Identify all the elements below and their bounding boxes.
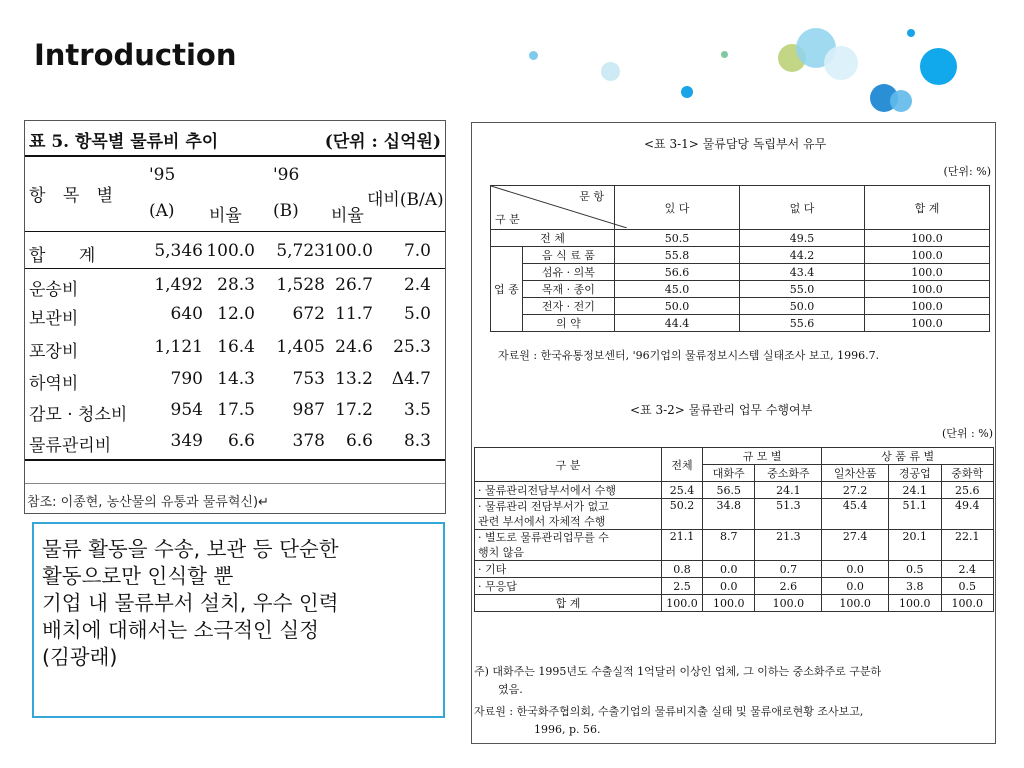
cell: 20.1 (889, 530, 941, 561)
cell: 34.8 (703, 499, 755, 530)
cell: 25.4 (662, 482, 703, 499)
table-row (475, 499, 994, 530)
summary-line: 기업 내 물류부서 설치, 우수 인력 (42, 591, 339, 615)
cell: 49.5 (740, 230, 865, 247)
col-header: 있 다 (615, 186, 740, 230)
cell: 100.0 (865, 247, 990, 264)
cell-a: 1,121 (154, 337, 203, 357)
cell: 2.6 (755, 578, 822, 595)
survey-tables-panel (471, 122, 996, 744)
decor-dot (920, 48, 957, 85)
cell: 49.4 (941, 499, 994, 530)
cell-r2: 26.7 (335, 275, 373, 295)
cell: 0.5 (941, 578, 994, 595)
row-label: 전자 · 전기 (522, 298, 614, 315)
col-group-header: 규 모 별 (703, 448, 822, 465)
row-label: 전 체 (491, 230, 615, 247)
cell: 100.0 (865, 298, 990, 315)
row-label: · 물류관리전담부서에서 수행 (475, 482, 662, 499)
row-label (475, 530, 662, 561)
cell: 0.5 (889, 561, 941, 578)
cell: 0.7 (755, 561, 822, 578)
cell: 27.2 (822, 482, 889, 499)
header-ratio1: 비율 (209, 206, 242, 226)
table-row (491, 264, 990, 281)
cell: 22.1 (941, 530, 994, 561)
cell-r2: 11.7 (335, 304, 373, 324)
cell-b: 672 (292, 304, 325, 324)
cell-label: 보관비 (29, 309, 79, 329)
cell-b: 5,723 (276, 241, 325, 261)
table-row (475, 530, 994, 561)
cell-r2: 6.6 (345, 431, 373, 451)
row-label-line: · 물류관리 전담부서가 없고 (478, 500, 609, 513)
row-label: · 무응답 (475, 578, 662, 595)
table-row (475, 482, 994, 499)
table32-source: 자료원 : 한국화주협의회, 수출기업의 물류비지출 실태 및 물류애로현황 조사보고, (474, 705, 864, 718)
cell-r2: 100.0 (324, 241, 373, 261)
cell: 0.0 (703, 561, 755, 578)
cell: 24.1 (889, 482, 941, 499)
cell-b: 987 (292, 400, 325, 420)
decor-dot (601, 62, 620, 81)
table32-unit: (단위 : %) (942, 427, 993, 440)
group-label: 업 종 (491, 247, 523, 332)
cell: 51.1 (889, 499, 941, 530)
header-item: 항 목 별 (29, 186, 120, 206)
cell-a: 5,346 (154, 241, 203, 261)
table-row (491, 247, 990, 264)
cell: 55.8 (615, 247, 740, 264)
cell-c: 8.3 (403, 431, 431, 451)
cell-label: 물류관리비 (29, 436, 112, 456)
cell: 2.5 (662, 578, 703, 595)
col-header: 경공업 (889, 465, 941, 482)
cell: 50.2 (662, 499, 703, 530)
cell-r2: 13.2 (335, 369, 373, 389)
cell-r1: 6.6 (227, 431, 255, 451)
header-ratio2: 비율 (331, 206, 364, 226)
col-group-header: 상 품 류 별 (822, 448, 994, 465)
table-row (491, 298, 990, 315)
cell-c: 7.0 (403, 241, 431, 261)
cell: 100.0 (865, 315, 990, 332)
table31-title: <표 3-1> 물류담당 독립부서 유무 (644, 137, 827, 151)
cell: 100.0 (662, 595, 703, 612)
table32-note: 주) 대화주는 1995년도 수출실적 1억달러 이상인 업체, 그 이하는 중소화주로 구분하 (474, 665, 882, 678)
row-label: 목재 · 종이 (522, 281, 614, 298)
row-label: 음 식 료 품 (522, 247, 614, 264)
diag-header-cell (491, 186, 615, 230)
row-label: 섬유 · 의복 (522, 264, 614, 281)
table-row (475, 578, 994, 595)
cost-table-panel (24, 120, 446, 514)
table-row (491, 281, 990, 298)
header-compare: 대비(B/A) (367, 190, 444, 210)
col-header: 중화학 (941, 465, 994, 482)
row-label: 의 약 (522, 315, 614, 332)
cell: 0.0 (822, 561, 889, 578)
header-y95: '95 (149, 165, 176, 185)
cell-label: 운송비 (29, 280, 79, 300)
table-rule (25, 268, 445, 269)
cell: 27.4 (822, 530, 889, 561)
table32-source-cont: 1996, p. 56. (534, 723, 601, 736)
col-header: 없 다 (740, 186, 865, 230)
table31-source: 자료원 : 한국유통정보센터, '96기업의 물류정보시스템 실태조사 보고, 1996.7. (498, 349, 880, 362)
header-a: (A) (149, 201, 175, 221)
cell-r1: 12.0 (217, 304, 255, 324)
summary-textbox (32, 522, 445, 718)
col-header: 구 분 (475, 448, 662, 482)
cell-a: 1,492 (154, 275, 203, 295)
cell: 21.3 (755, 530, 822, 561)
header-b: (B) (273, 201, 299, 221)
cell: 50.0 (615, 298, 740, 315)
cost-table-title: 표 5. 항목별 물류비 추이 (29, 132, 219, 152)
cell-label: 합 계 (29, 246, 110, 266)
cell: 21.1 (662, 530, 703, 561)
cell: 56.5 (703, 482, 755, 499)
col-header: 전체 (662, 448, 703, 482)
table-row (491, 230, 990, 247)
cell-r2: 24.6 (335, 337, 373, 357)
col-header: 일차산품 (822, 465, 889, 482)
cell: 56.6 (615, 264, 740, 281)
decor-dot (907, 29, 915, 37)
cell: 43.4 (740, 264, 865, 281)
cell: 24.1 (755, 482, 822, 499)
cell: 100.0 (889, 595, 941, 612)
cell-r1: 28.3 (217, 275, 255, 295)
cell: 100.0 (941, 595, 994, 612)
summary-line: 활동으로만 인식할 뿐 (42, 564, 234, 588)
decor-dot (681, 86, 693, 98)
table-row (475, 595, 994, 612)
cell: 0.8 (662, 561, 703, 578)
table31 (490, 185, 990, 332)
row-label (475, 499, 662, 530)
cell: 51.3 (755, 499, 822, 530)
cell: 100.0 (822, 595, 889, 612)
cell: 100.0 (755, 595, 822, 612)
table-rule (25, 155, 445, 157)
cell: 55.0 (740, 281, 865, 298)
cell: 50.5 (615, 230, 740, 247)
cell-r1: 100.0 (206, 241, 255, 261)
row-label-line: · 별도로 물류관리업무를 수 (478, 531, 609, 544)
cell-label: 감모 · 청소비 (29, 405, 128, 425)
table32-note-cont: 였음. (498, 683, 523, 696)
cell: 50.0 (740, 298, 865, 315)
row-label: 합 계 (475, 595, 662, 612)
cell: 8.7 (703, 530, 755, 561)
cost-table-reference: 참조: 이종현, 농산물의 유통과 물류혁신)↵ (27, 495, 269, 510)
cell-c: 2.4 (403, 275, 431, 295)
table31-unit: (단위: %) (943, 165, 991, 178)
cell-a: 790 (170, 369, 203, 389)
cell-b: 1,528 (276, 275, 325, 295)
decor-dot (529, 51, 538, 60)
header-y96: '96 (273, 165, 300, 185)
cell-r1: 14.3 (217, 369, 255, 389)
cell: 55.6 (740, 315, 865, 332)
cell-label: 하역비 (29, 374, 79, 394)
cell-r1: 17.5 (217, 400, 255, 420)
summary-line: (김광래) (42, 645, 118, 669)
cell: 3.8 (889, 578, 941, 595)
cost-table-unit: (단위 : 십억원) (324, 132, 441, 152)
diag-bottom-label: 구 분 (495, 213, 520, 226)
row-label-line: 관련 부서에서 자체적 수행 (478, 515, 606, 528)
table32 (474, 447, 994, 612)
cell: 44.2 (740, 247, 865, 264)
cell: 45.0 (615, 281, 740, 298)
cell: 100.0 (865, 230, 990, 247)
cell: 25.6 (941, 482, 994, 499)
cell: 100.0 (865, 281, 990, 298)
cell-label: 포장비 (29, 342, 79, 362)
cell-c: 5.0 (403, 304, 431, 324)
table-row (491, 315, 990, 332)
table-rule (25, 459, 445, 461)
cell-c: 25.3 (393, 337, 431, 357)
cell-c: Δ4.7 (391, 369, 431, 389)
cell-c: 3.5 (403, 400, 431, 420)
cell: 0.0 (703, 578, 755, 595)
slide-title: Introduction (34, 38, 237, 72)
row-label: · 기타 (475, 561, 662, 578)
cell-b: 1,405 (276, 337, 325, 357)
table-rule (25, 231, 445, 232)
cell-b: 753 (292, 369, 325, 389)
cell: 100.0 (703, 595, 755, 612)
cell-r2: 17.2 (335, 400, 373, 420)
diag-top-label: 문 항 (579, 190, 604, 203)
table-rule (25, 483, 445, 484)
summary-line: 물류 활동을 수송, 보관 등 단순한 (42, 537, 339, 561)
decor-dot (890, 90, 912, 112)
cell: 100.0 (865, 264, 990, 281)
summary-line: 배치에 대해서는 소극적인 실정 (42, 618, 319, 642)
table32-title: <표 3-2> 물류관리 업무 수행여부 (630, 403, 813, 417)
decor-dot (721, 51, 728, 58)
table-row (475, 561, 994, 578)
decor-dot (824, 46, 858, 80)
cell-a: 954 (170, 400, 203, 420)
cell-a: 349 (170, 431, 203, 451)
col-header: 합 계 (865, 186, 990, 230)
col-header: 대화주 (703, 465, 755, 482)
cell: 45.4 (822, 499, 889, 530)
row-label-line: 행치 않음 (478, 546, 525, 559)
cell: 2.4 (941, 561, 994, 578)
cell: 44.4 (615, 315, 740, 332)
cell-r1: 16.4 (217, 337, 255, 357)
cell-a: 640 (170, 304, 203, 324)
cell: 0.0 (822, 578, 889, 595)
col-header: 중소화주 (755, 465, 822, 482)
cell-b: 378 (292, 431, 325, 451)
